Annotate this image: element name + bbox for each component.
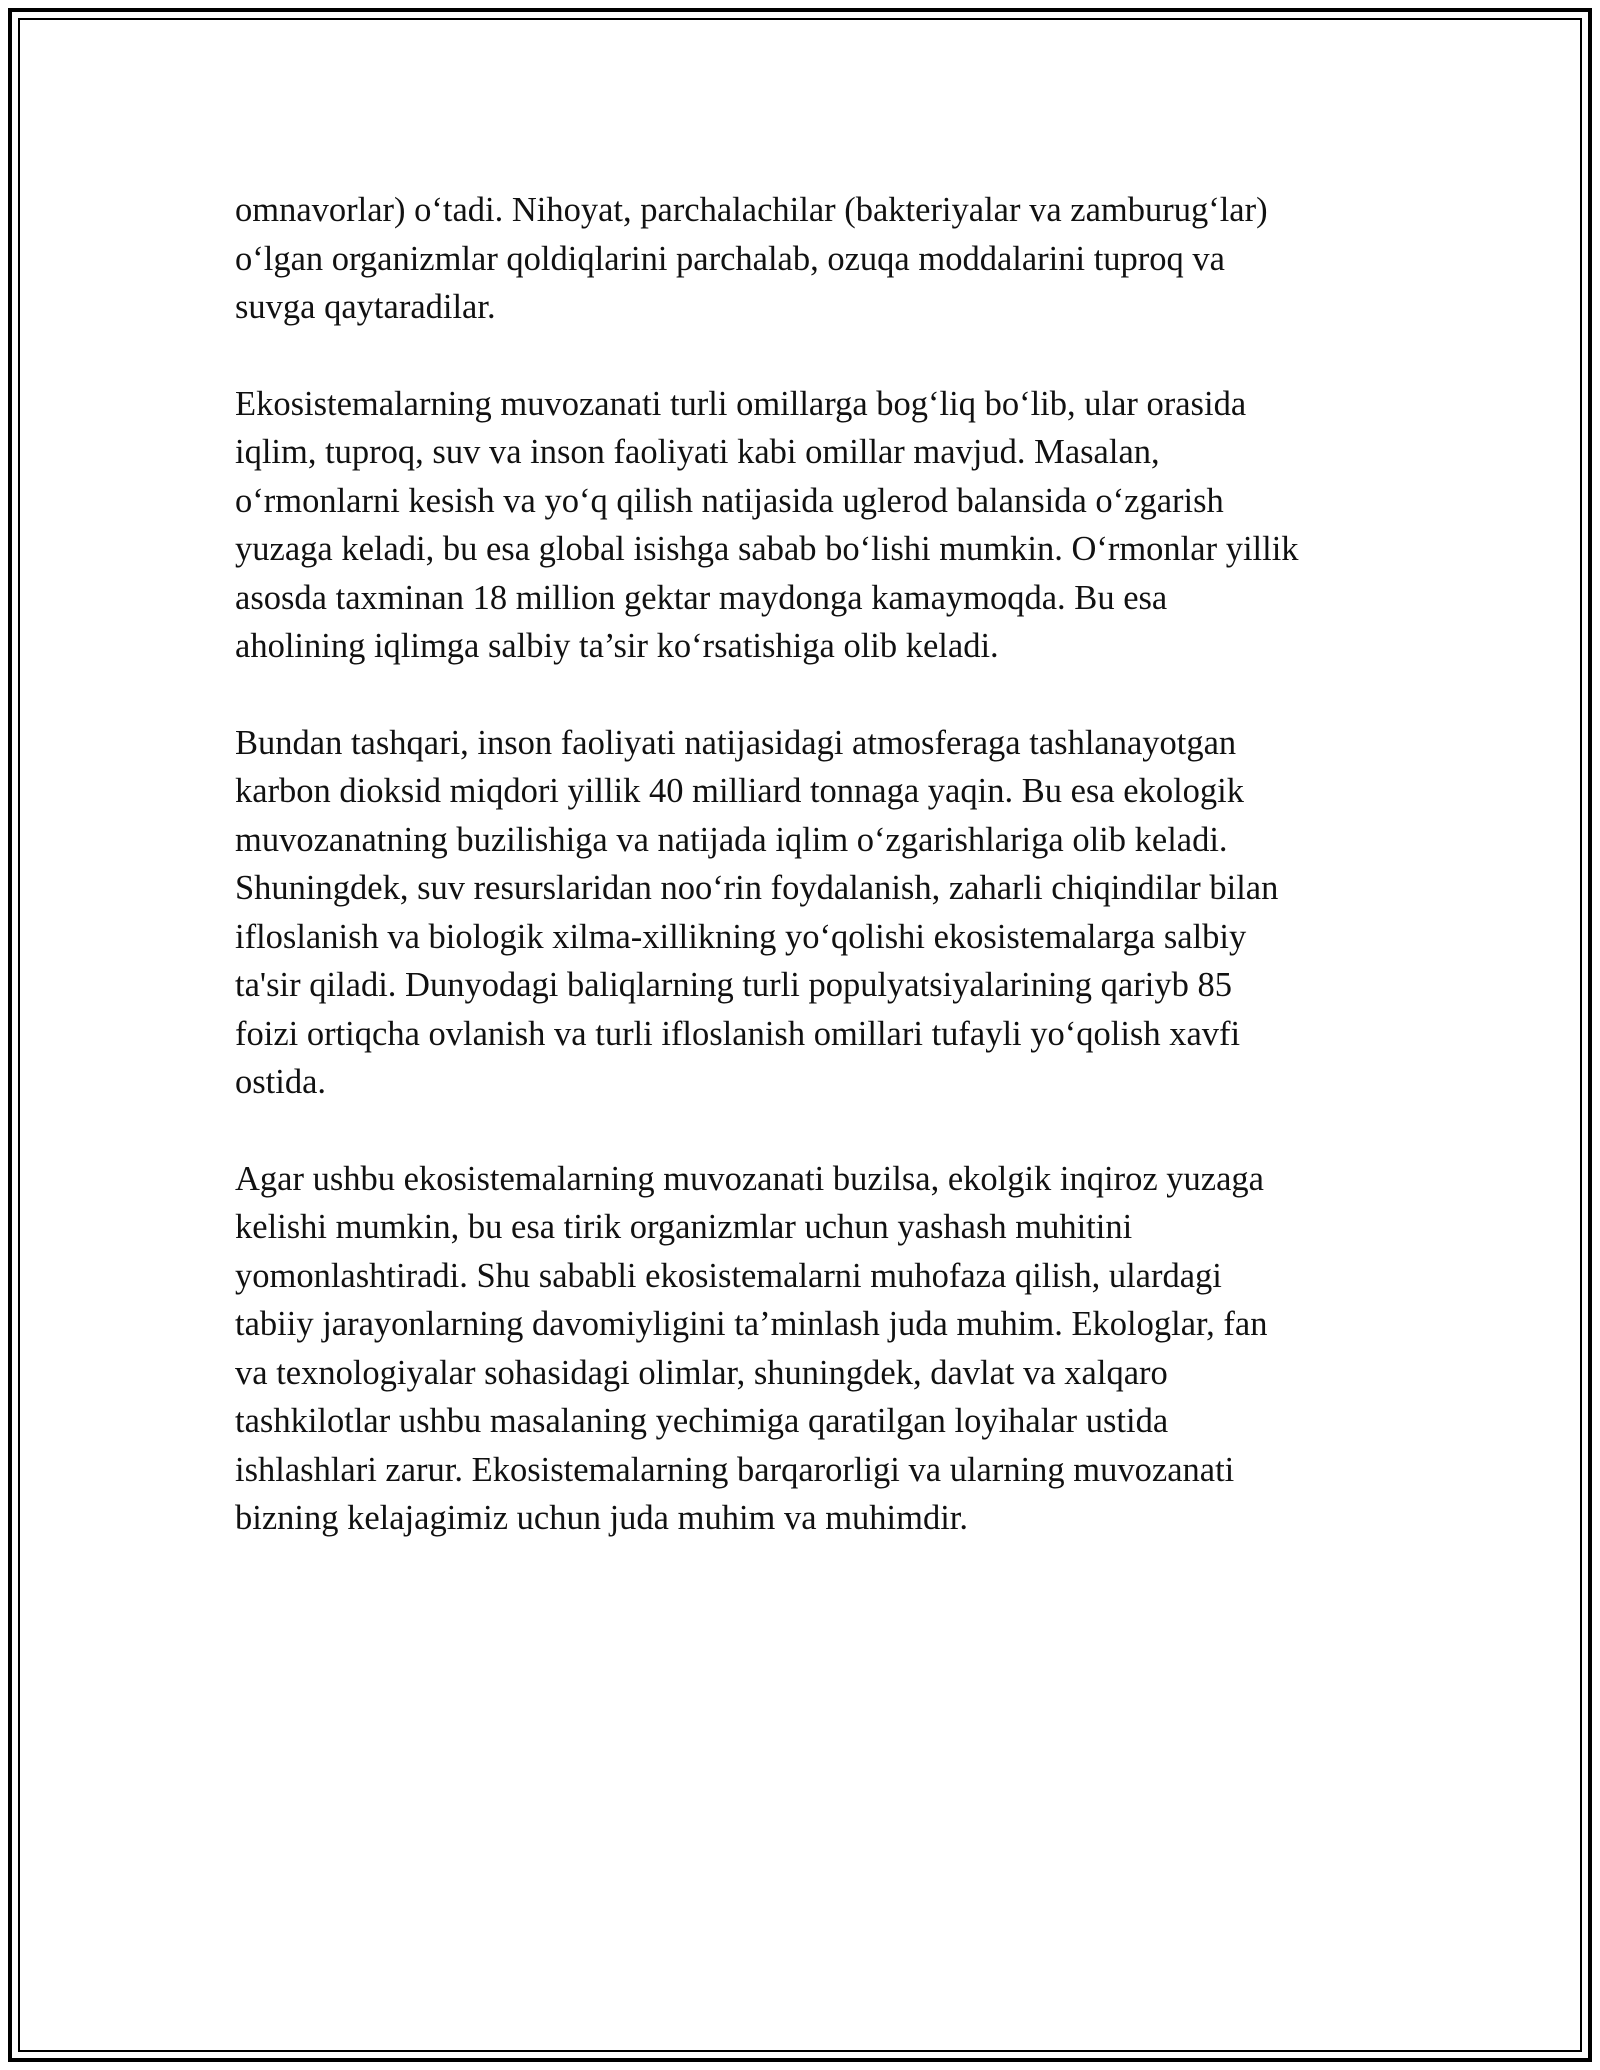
paragraph-conclusion: Agar ushbu ekosistemalarning muvozanati buzilsa, ekolgik inqiroz yuzaga kelishi mumkin, bu esa tirik organizmlar uchun yashash muhitini yomonlashtiradi. Shu sababli ekosistemalarni muhofaza qilish, ulardagi tabiiy jarayonlarning davomiyligini ta’minlash juda muhim. Ekologlar, fan va texnologiyalar sohasidagi olimlar, shuningdek, davlat va xalqaro tashkilotlar ushbu masalaning yechimiga qaratilgan loyihalar ustida ishlashlari zarur. Ekosistemalarning barqarorligi va ularning muvozanati bizning kelajagimiz uchun juda muhim va muhimdir. xyxy=(235,1159,1268,1537)
document-body xyxy=(235,186,1395,1591)
paragraph-human-impact: Bundan tashqari, inson faoliyati natijasidagi atmosferaga tashlanayotgan karbon dioksid miqdori yillik 40 milliard tonnaga yaqin. Bu esa ekologik muvozanatning buzilishiga va natijada iqlim o‘zgarishlariga olib keladi. Shuningdek, suv resurslaridan noo‘rin foydalanish, zaharli chiqindilar bilan ifloslanish va biologik xilma-xillikning yo‘qolishi ekosistemalarga salbiy ta'sir qiladi. Dunyodagi baliqlarning turli populyatsiyalarining qariyb 85 foizi ortiqcha ovlanish va turli ifloslanish omillari tufayli yo‘qolish xavfi ostida. xyxy=(235,723,1279,1101)
paragraph-ecosystem-balance: Ekosistemalarning muvozanati turli omillarga bog‘liq bo‘lib, ular orasida iqlim, tuproq, suv va inson faoliyati kabi omillar mavjud. Masalan, o‘rmonlarni kesish va yo‘q qilish natijasida uglerod balansida o‘zgarish yuzaga keladi, bu esa global isishga sabab bo‘lishi mumkin. O‘rmonlar yillik asosda taxminan 18 million gektar maydonga kamaymoqda. Bu esa aholining iqlimga salbiy ta’sir ko‘rsatishiga olib keladi. xyxy=(235,384,1299,665)
paragraph-decomposers: omnavorlar) o‘tadi. Nihoyat, parchalachilar (bakteriyalar va zamburug‘lar) o‘lgan organizmlar qoldiqlarini parchalab, ozuqa moddalarini tuproq va suvga qaytaradilar. xyxy=(235,191,1268,326)
